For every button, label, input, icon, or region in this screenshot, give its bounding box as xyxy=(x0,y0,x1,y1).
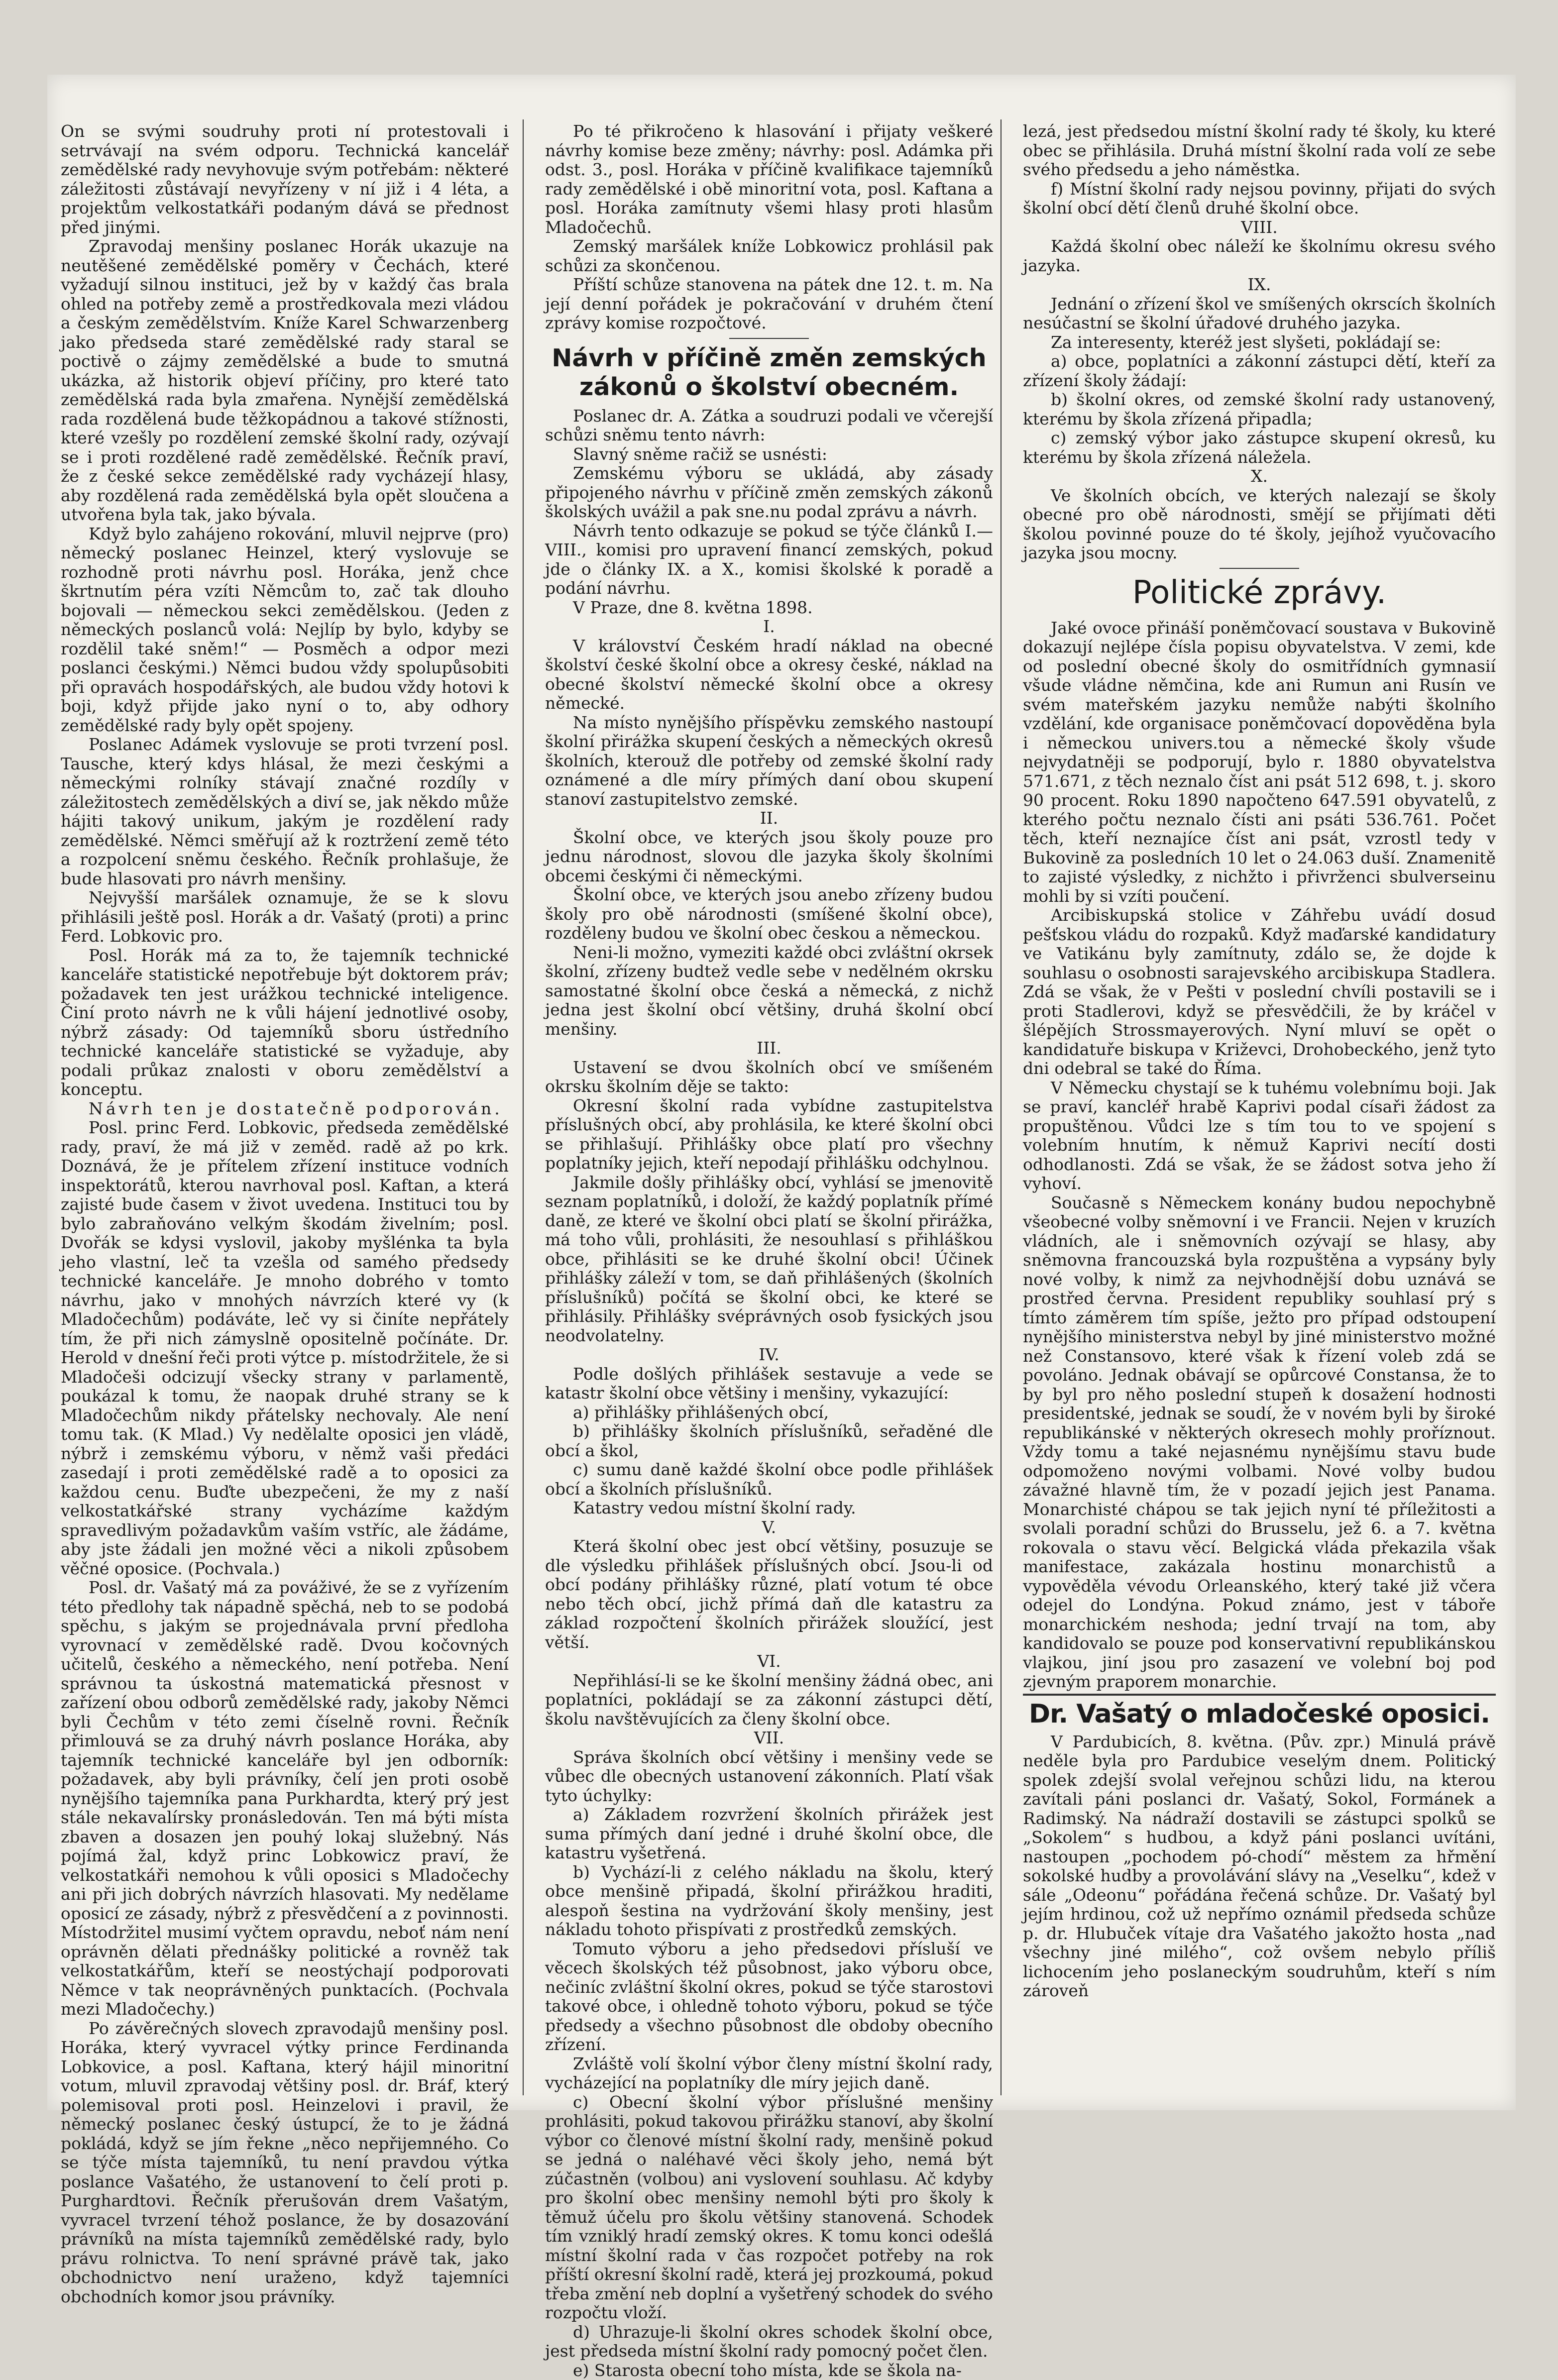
col1-para-6: Posl. Horák má za to, že tajemník technické kanceláře statistické nepotřebuje být doktorem práv; požadavek ten jest urážkou technické inteligence. Činí proto návrh ne k vůli hájení jednotlivé osoby, nýbrž zásady: Od tajemníků sboru ústředního technické kanceláře statistické se vyžaduje, aby podali průkaz znalosti v oboru zemědělství a konceptu. xyxy=(61,946,509,1099)
col2-section-number: VI. xyxy=(545,1652,993,1671)
col1-para-7: Návrh ten je dostatečně podporován. xyxy=(61,1099,509,1119)
col1-para-8: Posl. princ Ferd. Lobkovic, předseda zemědělské rady, praví, že má již v zeměd. radě až po krk. Doznává, že je přítelem zřízení instituce vodních inspektorátů, kterou navrhoval posl. Kaftan, a která zajisté bude časem v život uvedena. Instituci tou by bylo zabraňováno velkým škodám živelním; posl. Dvořák se kdysi vyslovil, jakoby myšlénka ta byla jeho vlastní, leč ta vzešla od samého předsedy technické kanceláře. Je mnoho dobrého v tomto návrhu, jako v mnohých návrzích které vy (k Mladočechům) podáváte, leč vy si činíte nepřátely tím, že při nich zámyslně opositelně počínáte. Dr. Herold v dnešní řeči proti výtce p. místodržitele, že si Mladočeši odcizují všecky strany v parlamentě, poukázal k tomu, že naopak druhé strany se k Mladočechům nikdy přátelsky nechovaly. Ale není tomu tak. (K Mlad.) Vy nedělalte oposici jen vládě, nýbrž i zemskému výboru, v němž vaši předáci zasedají i proti zemědělské radě a to oposici za každou cenu. Buďte ubezpečeni, že my z naší velkostatkářské strany vycházíme každým spravedlivým požadavkům vaším vstříc, ale žádáme, aby jste žádali jen možné věci a nikoli způsobem věčné oposice. (Pochvala.) xyxy=(61,1118,509,1578)
col2-section-paragraph: a) Základem rozvržení školních přirážek jest suma přímých daní jedné i druhé školní obce, dle katastru vyšetřená. xyxy=(545,1805,993,1863)
divider xyxy=(729,338,809,339)
col3-para-b2: Arcibiskupská stolice v Záhřebu uvádí dosud pešťskou vládu do rozpaků. Když maďarské kandidatury ve Vatikánu byly zamítnuty, zdálo se, že dojde k souhlasu o osobnosti sarajevského arcibiskupa Stadlera. Zdá se však, že v Pešti v poslední chvíli postavili se i proti Stadlerovi, když se přesvědčili, že by kráčel v šlépějích Strossmayerových. Nyní mluví se opět o kandidatuře biskupa v Križevci, Drohobeckého, jenž tyto dni odebral se také do Říma. xyxy=(1023,906,1496,1079)
col2-section-paragraph: e) Starosta obecní toho místa, kde se škola na- xyxy=(545,2361,993,2380)
col2-section-paragraph: Která školní obec jest obcí většiny, posuzuje se dle výsledku přihlášek příslušných obcí. Jsou-li od obcí podány přihlášky různé, platí votum té obce nebo těch obcí, jichž přímá daň dle katastru za základ rozpočtení školních přirážek sloužící, jest větší. xyxy=(545,1537,993,1652)
col2-para-b5: V Praze, dne 8. května 1898. xyxy=(545,598,993,618)
col3-section-paragraph: b) školní okres, od zemské školní rady ustanovený, kterému by škola zřízená připadla; xyxy=(1023,390,1496,429)
col2-para-b3: Zemskému výboru se ukládá, aby zásady připojeného návrhu v příčině změn zemských zákonů školských uvážil a pak sne.nu podal zprávu a návrh. xyxy=(545,464,993,522)
col2-para-a3: Příští schůze stanovena na pátek dne 12. t. m. Na její denní pořádek je pokračování v druhém čtení zprávy komise rozpočtové. xyxy=(545,275,993,333)
column-rule-left xyxy=(523,119,524,2095)
col2-section-paragraph: Jakmile došly přihlášky obcí, vyhlásí se jmenovitě seznam poplatníků, i doloží, že každý poplatník přímé daně, ze které ve školní obci platí se školní přirážka, má toho vůli, prohlásiti, že nesouhlasí s přihláškou obce, přihlásiti se ke druhé školní obci! Účinek přihlášky záleží v tom, se daň přihlášených (školních příslušníků) počítá se školní obci, ke které se přihlásily. Přihlášky svéprávných osob fysických jsou neodvolatelny. xyxy=(545,1173,993,1346)
col1-para-10: Po závěrečných slovech zpravodajů menšiny posl. Horáka, který vyvracel výtky prince Ferdinanda Lobkovice, a posl. Kaftana, který hájil minoritní votum, mluvil zpravodaj většiny posl. dr. Bráf, který polemisoval proti posl. Heinzelovi i pravil, že německý poslanec český ústupcí, že to je žádná pokládá, když se jím řekne „něco nepřijemného. Co se týče místa tajemníků, tu není pravdou výtka poslance Vašatého, že ustanovení to čelí proti p. Purghardtovi. Řečník přerušován drem Vašatým, vyvracel tvrzení téhož poslance, že by dosazování právníků na místa tajemníků zemědělské rady, bylo právu rolnictva. To není správné právě tak, jako obchodnictvo není uraženo, když tajemníci obchodních komor jsou právníky. xyxy=(61,2019,509,2307)
col2-section-number: VII. xyxy=(545,1729,993,1748)
section-heading-political-news: Politické zprávy. xyxy=(1023,574,1496,612)
col3-section-number: X. xyxy=(1023,467,1496,486)
divider-full xyxy=(1023,1694,1496,1696)
col3-section-paragraph: Jednání o zřízení škol ve smíšených okrscích školních nesúčastní se školní úřadové druhého jazyka. xyxy=(1023,295,1496,333)
column-3 xyxy=(1023,122,1496,2093)
col2-section-paragraph: Nepřihlásí-li se ke školní menšiny žádná obec, ani poplatníci, pokládají se za zákonní zástupci dětí, školu navštěvujících za členy školní obce. xyxy=(545,1671,993,1729)
col2-section-paragraph: Zvláště volí školní výbor členy místní školní rady, vycházející na poplatníky dle míry jejich daně. xyxy=(545,2055,993,2093)
article-heading-vasaty: Dr. Vašatý o mladočeské oposici. xyxy=(1023,1699,1496,1730)
col2-para-b4: Návrh tento odkazuje se pokud se týče článků I.—VIII., komisi pro upravení financí zemských, pokud jde o články IX. a X., komisi školské k poradě a podání návrhu. xyxy=(545,522,993,598)
col2-section-paragraph: a) přihlášky přihlášených obcí, xyxy=(545,1403,993,1422)
column-1 xyxy=(61,122,509,2093)
divider xyxy=(1220,568,1299,569)
col3-para-b1: Jaké ovoce přináší poněmčovací soustava v Bukovině dokazují nejlépe čísla popisu obyvatelstva. V zemi, kde od poslední obecné školy do osmitřídních gymnasií všude vládne němčina, kde ani Rumun ani Rusín ve svém mateřském jazyku nemůže nabýti školního vzdělání, kde organisace poněmčovací dopověděna byla i německou univers.tou a německé školy všude nejvydatněji se podporují, bylo r. 1880 obyvatelstva 571.671, z těch neznalo číst ani psát 512 698, t. j. skoro 90 procent. Roku 1890 napočteno 647.591 obyvatelů, z kterého počtu neznalo čísti ani psáti 536.761. Počet těch, kteří neznajíce číst ani psát, vzrostl tedy v Bukovině za posledních 10 let o 24.063 duší. Znamenitě to zajisté výsledky, z nichžto i přivrženci sbulverseinu mohli by si vzíti poučení. xyxy=(1023,619,1496,906)
col2-section-paragraph: Podle došlých přihlášek sestavuje a vede se katastr školní obce většiny i menšiny, vykazující: xyxy=(545,1365,993,1403)
col1-para-1: On se svými soudruhy proti ní protestovali i setrvávají na svém odporu. Technická kancelář zemědělské rady nevyhovuje svým potřebám: některé záležitosti zůstávají nevyřízeny v ní již i 4 léta, a projektům velkostatkáři podaným dává se přednost před jinými. xyxy=(61,122,509,237)
column-2 xyxy=(545,122,993,2093)
col3-para-b3: V Německu chystají se k tuhému volebnímu boji. Jak se praví, kancléř hrabě Kaprivi podal císaři žádost za propuštěnou. Vůdci lze s tím tou to ve spojení s volebním hnutím, k němuž Kaprivi necítí dosti odhodlanosti. Zdá se však, že se žádost sotva jeho ží vyhoví. xyxy=(1023,1079,1496,1193)
col2-section-paragraph: V království Českém hradí náklad na obecné školství české školní obce a okresy české, náklad na obecné školství německé školní obce a okresy německé. xyxy=(545,637,993,713)
col2-section-number: III. xyxy=(545,1039,993,1058)
col2-para-a1: Po té přikročeno k hlasování i přijaty veškeré návrhy komise beze změny; návrhy: posl. Adámka při odst. 3., posl. Horáka v příčině kvalifikace tajemníků rady zemědělské i obě minoritní vota, posl. Kaftana a posl. Horáka zamítnuty všemi hlasy proti hlasům Mladočechů. xyxy=(545,122,993,237)
col2-section-paragraph: b) přihlášky školních příslušníků, seřaděné dle obcí a škol, xyxy=(545,1422,993,1460)
column-rule-right xyxy=(1001,119,1002,2095)
col2-section-number: I. xyxy=(545,617,993,637)
col2-section-paragraph: b) Vychází-li z celého nákladu na školu, který obce menšině připadá, školní přirážkou hraditi, alespoň šestina na vydržování školy menšiny, jest nákladu tohoto přispívati z prostředků zemských. xyxy=(545,1863,993,1940)
col1-para-3: Když bylo zahájeno rokování, mluvil nejprve (pro) německý poslanec Heinzel, který vyslovuje se rozhodně proti návrhu posl. Horáka, jenž chce škrtnutím péra vzíti Němcům to, zač tak dlouho bojovali — německou sekci zemědělskou. (Jeden z německých poslanců volá: Nejlíp by bylo, kdyby se rozdělil také sněm!“ — Posměch a odpor mezi poslanci českými.) Němci budou vždy spolupůsobiti při opravách hospodářských, ale budou vždy hotovi k boji, když přijde jako nyní o to, aby odhory zemědělské rady byly opět spojeny. xyxy=(61,525,509,736)
col3-para-b4: Současně s Německem konány budou nepochybně všeobecné volby sněmovní i ve Francii. Nejen v kruzích vládních, ale i sněmovních ozývají se hlasy, aby sněmovna francouzská byla rozpuštěna a vypsány byly nové volby, k nimž za nejvhodnější dobu uznává se prostřed června. President republiky souhlasí prý s tímto záměrem tím spíše, ježto pro případ odstoupení nynějšího ministerstva nebyl by jiné ministerstvo možné než Constansovo, které však k řízení voleb zdá se povoláno. Jednak obávají se opůrcové Constansa, že to by byl pro něho poslední stupeň k dosažení hodnosti presidentské, jednak se soudí, že v novém byli by široké republikánské v některých okresech mohly proříznout. Vždy tomu a také nejasnému nynějšímu stavu bude odpomoženo novými volbami. Nové volby budou závažné hlavně tím, že v pozadí jejich jest Panama. Monarchisté chápou se tak jejich nyní té příležitosti a svolali poradní schůzi do Brusselu, jež 6. a 7. května rokovala o stavu věcí. Belgická vláda překazila však manifestace, zakázala hostinu monarchistů a vypověděla vévodu Orleanského, který také již včera odejel do Londýna. Pokud známo, jest v táboře monarchickém neshoda; jední trvají na tom, aby kandidovalo se pouze pod konservativní republikánskou vlajkou, jiní jsou pro zasazení ve volební boj pod zjevným praporem monarchie. xyxy=(1023,1193,1496,1692)
col2-section-paragraph: Tomuto výboru a jeho předsedovi přísluší ve věcech školských též působnost, jako výboru obce, nečiníc zvláštní školní okres, pokud se týče starostovi takové obce, i ohledně tohoto výboru, pokud se týče předsedy a všechno působnost dle obdoby obecního zřízení. xyxy=(545,1940,993,2055)
col3-sections xyxy=(1023,218,1496,563)
col2-section-paragraph: Školní obce, ve kterých jsou anebo zřízeny budou školy pro obě národnosti (smíšené školní obce), rozděleny budou ve školní obec českou a německou. xyxy=(545,885,993,943)
col2-section-paragraph: c) sumu daně každé školní obce podle přihlášek obcí a školních příslušníků. xyxy=(545,1460,993,1499)
col3-para-c1: V Pardubicích, 8. května. (Pův. zpr.) Minulá právě neděle byla pro Pardubice veselým dnem. Politický spolek zdejší svolal veřejnou schůzi lidu, na kterou zavítali páni poslanci dr. Vašatý, Sokol, Formánek a Radimský. Na nádraží dostavili se zástupci spolků se „Sokolem“ s hudbou, a když páni poslanci uvítáni, nastoupen „pochodem pó-chodí“ městem za hřmění sokolské hudby a provolávání slávy na „Veselku“, kdež v sále „Odeonu“ pořádána řečená schůze. Dr. Vašatý byl jejím hrdinou, což už nepřímo oznámil předseda schůze p. dr. Hlubuček vítaje dra Vašatého jakožto hosta „nad všechny jiné milého“, což ovšem nebylo příliš lichocením jeho poslaneckým soudruhům, kteří s ním zároveň xyxy=(1023,1732,1496,2001)
col1-para-9: Posl. dr. Vašatý má za pováživé, že se z vyřízením této předlohy tak nápadně spěchá, neb to se podobá spěchu, s jakým se projednávala první předloha vyrovnací v zemědělské radě. Dvou kočovných učitelů, českého a německého, není potřeba. Není správnou ta úskostná matematická přesnost v zařízení obou odborů zemědělské rady, jakoby Němci byli Čechům v této zemi číselně rovni. Řečník přimlouvá se za druhý návrh poslance Horáka, aby tajemník technické kanceláře byl jen odborník: požadavek, aby byli právníky, čelí jen proti osobě nynějšího tajemníka pana Purkhardta, který prý jest stále nekavalírsky pronásledován. Ten má býti místa zbaven a dosazen jen pouhý lokaj služebný. Nás pojímá žal, když princ Lobkowicz praví, že velkostatkáři nemohou k vůli oposici s Mladočechy ani při jich dobrých návrzích hlasovati. My nedělame oposicí ze zásady, nýbrž z přesvědčení a z povinnosti. Místodržitel musimí vyčtem opravdu, neboť nám není oprávněn dělati přednášky politické a rovněž tak velkostatkářům, kteří se neostýchají podporovati Němce v tak neoprávněných punktacích. (Pochvala mezi Mladočechy.) xyxy=(61,1578,509,2019)
col3-section-paragraph: Za interesenty, kteréž jest slyšeti, pokládají se: xyxy=(1023,333,1496,352)
col2-section-paragraph: Okresní školní rada vybídne zastupitelstva příslušných obcí, aby prohlásila, ke které školní obci se přihlašují. Přihlášky obce platí pro všechny poplatníky jejich, kteří nepodají přihlášku odchylnou. xyxy=(545,1096,993,1173)
col2-section-paragraph: Školní obce, ve kterých jsou školy pouze pro jednu národnost, slovou dle jazyka školy školními obcemi českými či německými. xyxy=(545,828,993,886)
article-heading-school-law: Návrh v příčině změn zemských zákonů o školství obecném. xyxy=(545,344,993,402)
col2-para-b1: Poslanec dr. A. Zátka a soudruzi podali ve včerejší schůzi sněmu tento návrh: xyxy=(545,407,993,445)
col2-section-paragraph: Katastry vedou místní školní rady. xyxy=(545,1499,993,1518)
col2-section-paragraph: Správa školních obcí většiny i menšiny vede se vůbec dle obecných ustanovení zákonních. Platí však tyto úchylky: xyxy=(545,1748,993,1806)
col3-section-paragraph: Každá školní obec náleží ke školnímu okresu svého jazyka. xyxy=(1023,237,1496,275)
col3-section-number: IX. xyxy=(1023,275,1496,295)
newspaper-page xyxy=(47,75,1516,2110)
col1-para-5: Nejvyšší maršálek oznamuje, že se k slovu přihlásili ještě posl. Horák a dr. Vašatý (proti) a princ Ferd. Lobkovic pro. xyxy=(61,888,509,946)
col2-para-b2: Slavný sněme račiž se usnésti: xyxy=(545,445,993,464)
col3-section-paragraph: Ve školních obcích, ve kterých nalezají se školy obecné pro obě národnosti, smějí se přijímati děti školou povinné pouze do té školy, jejíhož vyučovacího jazyka jsou mocny. xyxy=(1023,486,1496,563)
col3-para-a2: f) Místní školní rady nejsou povinny, přijati do svých školní obcí dětí členů druhé školní obce. xyxy=(1023,180,1496,218)
col3-section-number: VIII. xyxy=(1023,218,1496,237)
col3-section-paragraph: a) obce, poplatníci a zákonní zástupci dětí, kteří za zřízení školy žádají: xyxy=(1023,352,1496,390)
col2-para-a2: Zemský maršálek kníže Lobkowicz prohlásil pak schůzi za skončenou. xyxy=(545,237,993,275)
col2-section-number: II. xyxy=(545,809,993,828)
col1-para-4: Poslanec Adámek vyslovuje se proti tvrzení posl. Tausche, který kdys hlásal, že mezi českými a německými rolníky stávají značné rozdíly v záležitostech zemědělských a diví se, jak někdo může hájiti takový unikum, jakým je rozdělení rady zemědělské. Němci směřují až k roztržení země této a rozpolcení sněmu českého. Řečník prohlašuje, že bude hlasovati pro návrh menšiny. xyxy=(61,735,509,888)
col2-section-paragraph: c) Obecní školní výbor příslušné menšiny prohlásiti, pokud takovou přirážku stanoví, aby školní výbor co členové místní školní rady, menšině pokud se jedná o naléhavé věci školy jeho, nemá být zúčastněn (volbou) ani vyslovení souhlasu. Ač kdyby pro školní obec menšiny nemohl býti pro školy k těmuž účelu pro školu většiny stanovená. Schodek tím vzniklý hradí zemský okres. K tomu konci odešlá místní školní rada v čas rozpočet potřeby na rok příští okresní školní radě, která jej prozkoumá, pokud třeba změní neb doplní a vyšetřený schodek do svého rozpočtu vloží. xyxy=(545,2093,993,2323)
col3-section-paragraph: c) zemský výbor jako zástupce skupení okresů, ku kterému by škola zřízená náležela. xyxy=(1023,429,1496,467)
col2-section-number: IV. xyxy=(545,1345,993,1365)
col1-para-2: Zpravodaj menšiny poslanec Horák ukazuje na neutěšené zemědělské poměry v Čechách, které vyžadují silnou instituci, jež by v každý čas brala ohled na potřeby země a prostředkovala mezi vládou a českým zemědělstvím. Kníže Karel Schwarzenberg jako předseda staré zemědělské rady staral se poctivě o zájmy zemědělské a bude to smutná ukázka, až historik objeví příčiny, pro které tato zemědělská rada byla zmařena. Nynější zemědělská rada rozdělená bude těžkopádnou a takové stížnosti, které vzešly po rozdělení zemské školní rady, ozývají se i proti rozdělené radě zemědělské. Řečník praví, že z české sekce zemědělské rady vycházejí hlasy, aby rozdělená rada zemědělská byla opět sloučena a utvořena byla tak, jako bývala. xyxy=(61,237,509,525)
col2-section-paragraph: d) Uhrazuje-li školní okres schodek školní obce, jest předseda místní školní rady pomocný počet člen. xyxy=(545,2323,993,2361)
col2-sections xyxy=(545,617,993,2380)
col2-section-paragraph: Ustavení se dvou školních obcí ve smíšeném okrsku školním děje se takto: xyxy=(545,1058,993,1096)
col3-para-a1: lezá, jest předsedou místní školní rady té školy, ku které obec se přihlásila. Druhá místní školní rada volí ze sebe svého předsedu a jeho náměstka. xyxy=(1023,122,1496,180)
col2-section-paragraph: Neni-li možno, vymeziti každé obci zvláštní okrsek školní, zřízeny budtež vedle sebe v nedělném okrsku samostatné školní obce česká a německá, z nichž jedna jest školní obcí většiny, druhá školní obcí menšiny. xyxy=(545,943,993,1039)
col2-section-number: V. xyxy=(545,1518,993,1537)
col2-section-paragraph: Na místo nynějšího příspěvku zemského nastoupí školní přirážka skupení českých a německých okresů školních, kterouž dle potřeby od zemské školní rady oznámené a dle míry přímých daní obou skupení stanoví zastupitelstvo zemské. xyxy=(545,713,993,809)
